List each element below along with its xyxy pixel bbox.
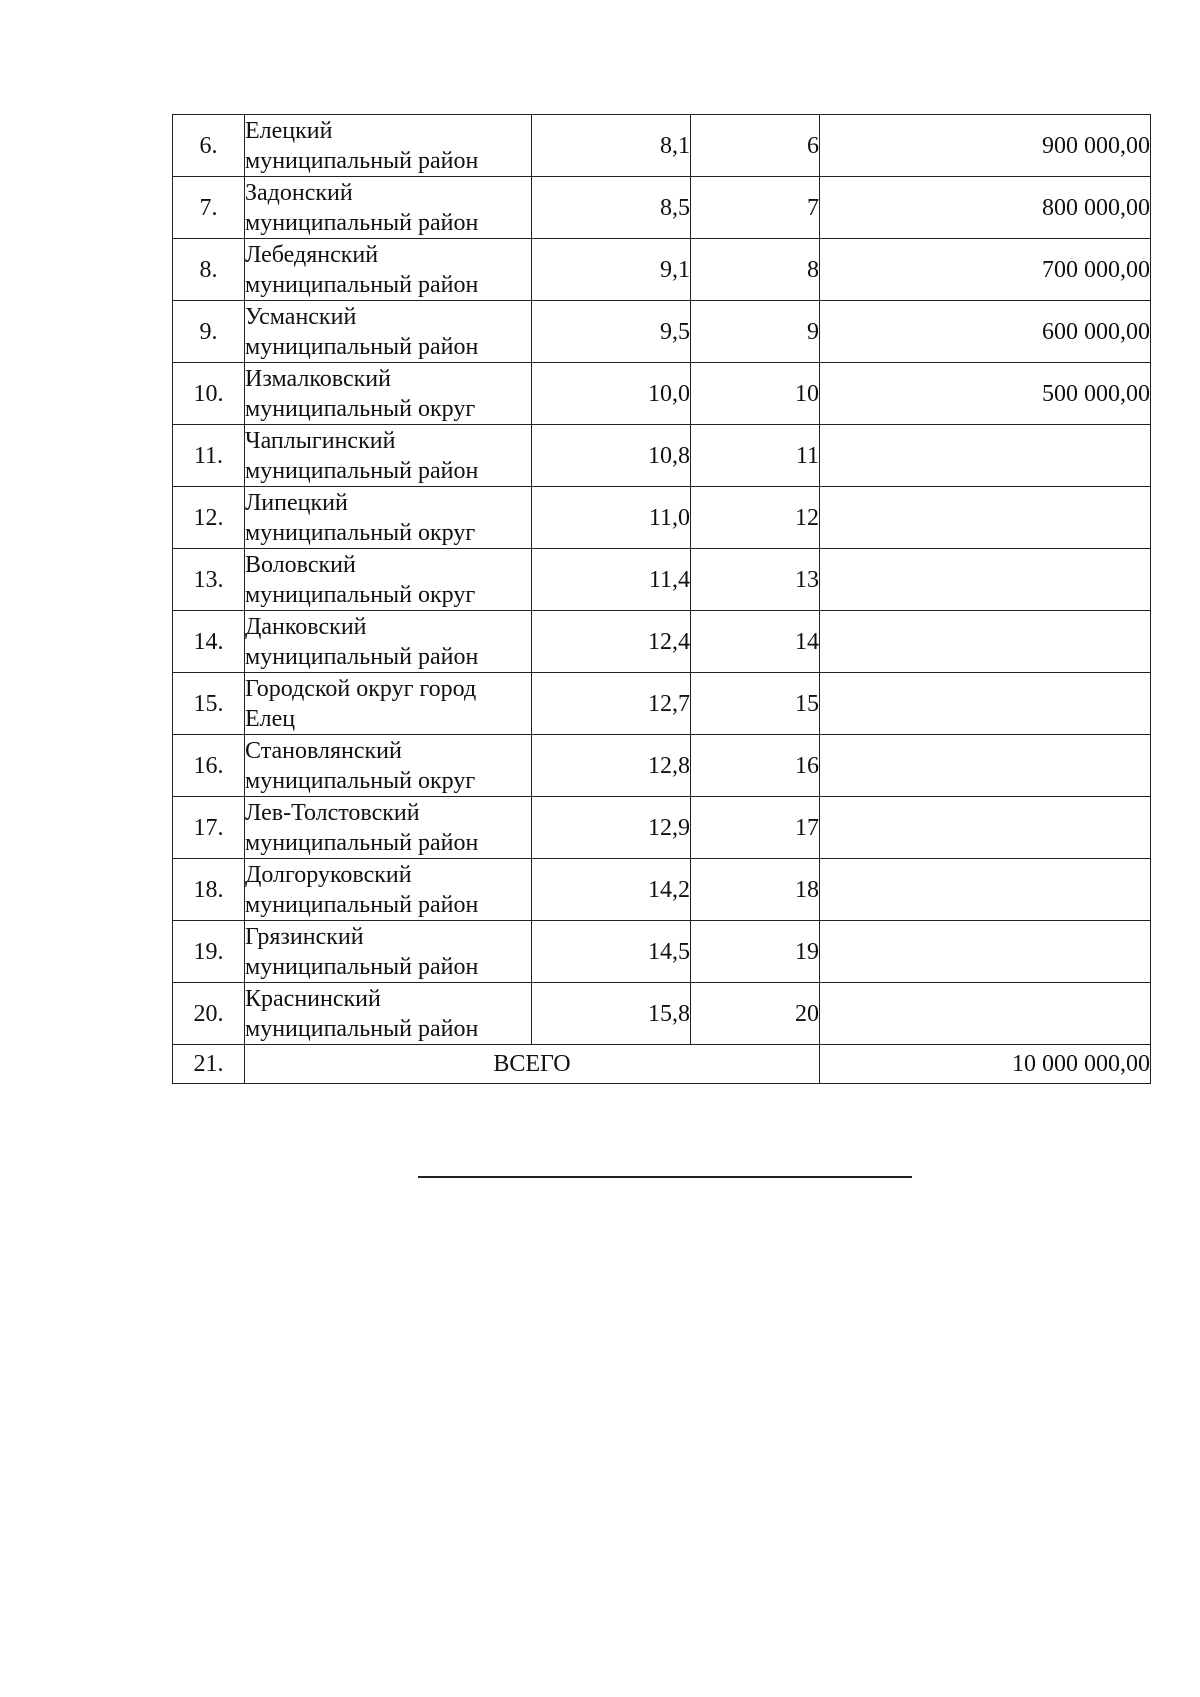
grant-amount (820, 673, 1151, 735)
grant-amount (820, 735, 1151, 797)
grant-amount: 800 000,00 (820, 177, 1151, 239)
total-row-number: 21. (173, 1045, 245, 1084)
municipality-name-line2: муниципальный район (245, 643, 479, 670)
indicator-value: 8,5 (532, 177, 691, 239)
table-row (173, 177, 1151, 239)
municipality-name (245, 425, 532, 487)
grant-amount: 500 000,00 (820, 363, 1151, 425)
rank-place: 12 (691, 487, 820, 549)
table-row (173, 487, 1151, 549)
municipality-name-line2: муниципальный округ (245, 767, 476, 794)
table-body (173, 115, 1151, 1084)
row-number: 14. (173, 611, 245, 673)
rank-place: 18 (691, 859, 820, 921)
municipality-name-line1: Усманский (245, 303, 357, 330)
total-label: ВСЕГО (245, 1045, 820, 1084)
indicator-value: 12,7 (532, 673, 691, 735)
total-amount: 10 000 000,00 (820, 1045, 1151, 1084)
municipality-name-line1: Измалковский (245, 365, 391, 392)
municipality-name (245, 239, 532, 301)
indicator-value: 12,8 (532, 735, 691, 797)
municipality-name-line2: муниципальный район (245, 1015, 479, 1042)
table-row (173, 611, 1151, 673)
indicator-value: 11,0 (532, 487, 691, 549)
grant-amount: 600 000,00 (820, 301, 1151, 363)
indicator-value: 11,4 (532, 549, 691, 611)
grant-amount: 700 000,00 (820, 239, 1151, 301)
municipality-name-line2: муниципальный район (245, 333, 479, 360)
municipality-name-line1: Задонский (245, 179, 353, 206)
table-row (173, 425, 1151, 487)
municipality-name-line1: Елецкий (245, 117, 333, 144)
municipality-name-line2: муниципальный район (245, 891, 479, 918)
municipality-name (245, 363, 532, 425)
table-row (173, 549, 1151, 611)
table-row (173, 301, 1151, 363)
grant-amount (820, 425, 1151, 487)
rank-place: 9 (691, 301, 820, 363)
grant-amount: 900 000,00 (820, 115, 1151, 177)
municipality-name (245, 797, 532, 859)
municipality-name-line1: Долгоруковский (245, 861, 412, 888)
row-number: 18. (173, 859, 245, 921)
municipality-name-line2: муниципальный район (245, 271, 479, 298)
rank-place: 16 (691, 735, 820, 797)
rank-place: 8 (691, 239, 820, 301)
municipality-name (245, 115, 532, 177)
indicator-value: 8,1 (532, 115, 691, 177)
row-number: 9. (173, 301, 245, 363)
rank-place: 6 (691, 115, 820, 177)
row-number: 20. (173, 983, 245, 1045)
rank-place: 17 (691, 797, 820, 859)
municipality-name-line1: Лев-Толстовский (245, 799, 420, 826)
municipal-ranking-table (172, 114, 1151, 1084)
rank-place: 11 (691, 425, 820, 487)
grant-amount (820, 549, 1151, 611)
table-row (173, 735, 1151, 797)
municipality-name-line1: Лебедянский (245, 241, 379, 268)
municipality-name-line1: Липецкий (245, 489, 348, 516)
rank-place: 10 (691, 363, 820, 425)
grant-amount (820, 983, 1151, 1045)
municipality-name-line1: Становлянский (245, 737, 402, 764)
indicator-value: 12,9 (532, 797, 691, 859)
municipality-name-line1: Воловский (245, 551, 356, 578)
grant-amount (820, 611, 1151, 673)
row-number: 17. (173, 797, 245, 859)
municipality-name-line2: муниципальный район (245, 829, 479, 856)
municipality-name-line2: муниципальный округ (245, 581, 476, 608)
row-number: 11. (173, 425, 245, 487)
rank-place: 13 (691, 549, 820, 611)
total-row (173, 1045, 1151, 1084)
row-number: 7. (173, 177, 245, 239)
rank-place: 19 (691, 921, 820, 983)
indicator-value: 9,1 (532, 239, 691, 301)
municipality-name-line2: муниципальный округ (245, 519, 476, 546)
municipality-name (245, 859, 532, 921)
row-number: 8. (173, 239, 245, 301)
municipality-name-line2: муниципальный округ (245, 395, 476, 422)
indicator-value: 9,5 (532, 301, 691, 363)
table-row (173, 239, 1151, 301)
table-row (173, 363, 1151, 425)
municipality-name-line1: Городской округ город (245, 675, 477, 702)
municipality-name-line1: Данковский (245, 613, 367, 640)
table-row (173, 673, 1151, 735)
row-number: 19. (173, 921, 245, 983)
table-row (173, 859, 1151, 921)
row-number: 10. (173, 363, 245, 425)
indicator-value: 10,8 (532, 425, 691, 487)
indicator-value: 14,2 (532, 859, 691, 921)
indicator-value: 10,0 (532, 363, 691, 425)
municipality-name (245, 177, 532, 239)
table-row (173, 921, 1151, 983)
municipality-name-line1: Краснинский (245, 985, 381, 1012)
municipality-name (245, 921, 532, 983)
signature-separator-line (418, 1176, 912, 1178)
table-row (173, 115, 1151, 177)
municipality-name-line2: муниципальный район (245, 953, 479, 980)
table-row (173, 797, 1151, 859)
municipality-name (245, 673, 532, 735)
municipality-name-line2: муниципальный район (245, 147, 479, 174)
municipality-name-line1: Чаплыгинский (245, 427, 396, 454)
grant-amount (820, 487, 1151, 549)
grant-amount (820, 797, 1151, 859)
grant-amount (820, 859, 1151, 921)
table-row (173, 983, 1151, 1045)
municipality-name (245, 549, 532, 611)
grant-amount (820, 921, 1151, 983)
indicator-value: 14,5 (532, 921, 691, 983)
row-number: 16. (173, 735, 245, 797)
municipality-name (245, 983, 532, 1045)
row-number: 13. (173, 549, 245, 611)
row-number: 15. (173, 673, 245, 735)
municipality-name (245, 301, 532, 363)
indicator-value: 15,8 (532, 983, 691, 1045)
rank-place: 15 (691, 673, 820, 735)
row-number: 12. (173, 487, 245, 549)
rank-place: 14 (691, 611, 820, 673)
municipality-name (245, 735, 532, 797)
municipality-name-line2: Елец (245, 705, 296, 732)
municipality-name (245, 611, 532, 673)
municipality-name-line2: муниципальный район (245, 457, 479, 484)
municipality-name (245, 487, 532, 549)
municipality-name-line1: Грязинский (245, 923, 364, 950)
rank-place: 20 (691, 983, 820, 1045)
rank-place: 7 (691, 177, 820, 239)
row-number: 6. (173, 115, 245, 177)
indicator-value: 12,4 (532, 611, 691, 673)
municipality-name-line2: муниципальный район (245, 209, 479, 236)
